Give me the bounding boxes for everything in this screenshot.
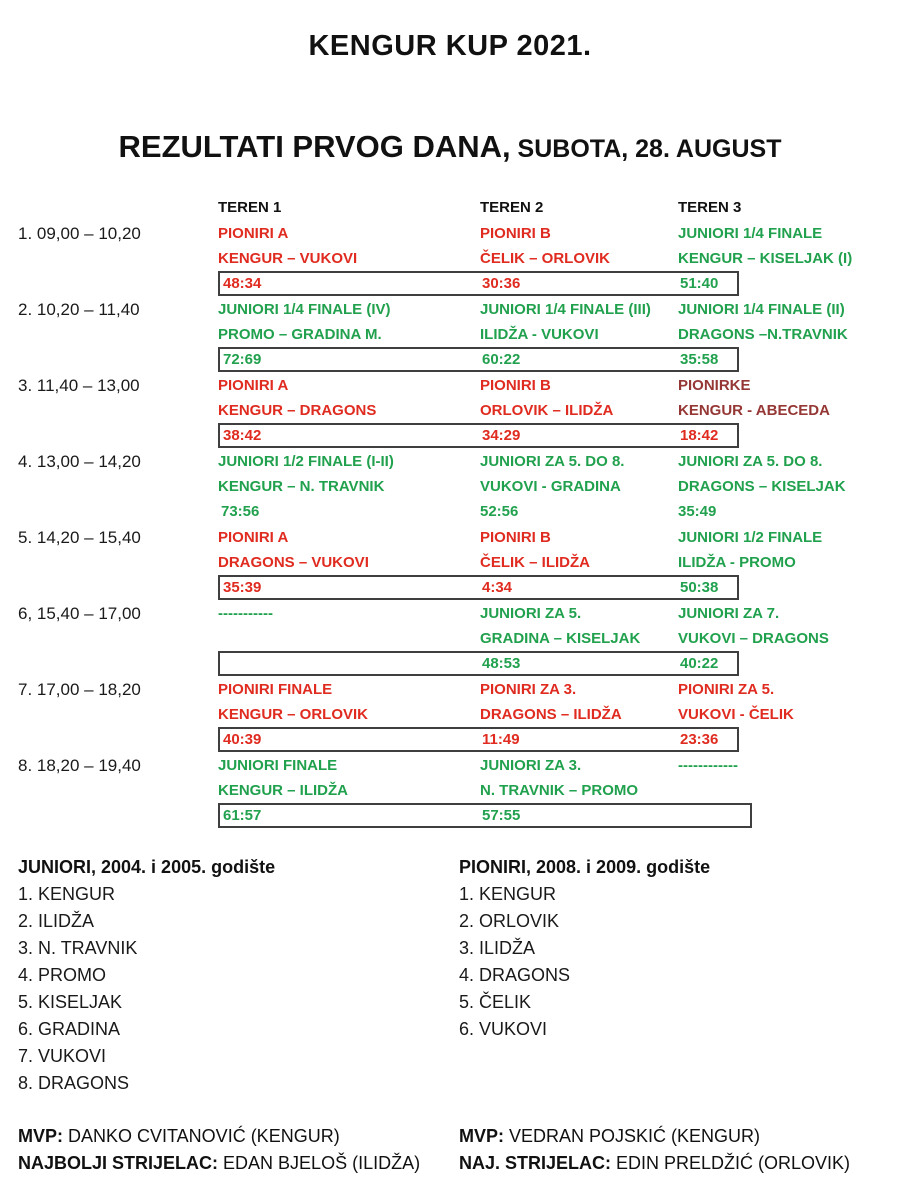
match-score: 11:49 <box>482 731 520 748</box>
match-score: 48:34 <box>223 275 262 292</box>
top-scorer-label: NAJ. STRIJELAC: <box>459 1153 612 1173</box>
match-category: JUNIORI ZA 3. <box>480 757 582 774</box>
match-teams <box>218 626 480 651</box>
list-item: 5. KISELJAK <box>18 992 123 1012</box>
score-box <box>218 803 752 828</box>
match-teams: KENGUR – N. TRAVNIK <box>218 478 385 495</box>
header-time-col <box>18 195 218 221</box>
match-teams: DRAGONS – ILIDŽA <box>480 706 622 723</box>
juniori-list-header: JUNIORI, 2004. i 2005. godište <box>18 857 276 877</box>
mvp-value: VEDRAN POJSKIĆ (KENGUR) <box>504 1126 761 1146</box>
match-teams: VUKOVI - ČELIK <box>678 706 794 723</box>
top-scorer-label: NAJBOLJI STRIJELAC: <box>18 1153 219 1173</box>
match-category: JUNIORI 1/4 FINALE (IV) <box>218 301 391 318</box>
mvp-line <box>459 1123 900 1150</box>
list-item: 8. DRAGONS <box>18 1073 130 1093</box>
match-teams: GRADINA – KISELJAK <box>480 630 641 647</box>
list-item: 3. N. TRAVNIK <box>18 938 138 958</box>
list-item: 6. VUKOVI <box>459 1019 548 1039</box>
match-score: 40:39 <box>223 731 262 748</box>
table-row <box>18 221 882 296</box>
match-score: 60:22 <box>482 351 521 368</box>
match-category: PIONIRI A <box>218 377 289 394</box>
time-label: 5. 14,20 – 15,40 <box>18 528 141 547</box>
mvp-label: MVP: <box>459 1126 504 1146</box>
match-teams: ILIDŽA - VUKOVI <box>480 326 599 343</box>
match-teams: KENGUR - ABECEDA <box>678 402 830 419</box>
match-category: JUNIORI 1/4 FINALE (III) <box>480 301 651 318</box>
list-item: 2. ILIDŽA <box>18 911 95 931</box>
match-score: 38:42 <box>223 427 262 444</box>
match-category: JUNIORI 1/2 FINALE <box>678 529 823 546</box>
match-category: JUNIORI ZA 5. <box>480 605 582 622</box>
match-teams: VUKOVI - GRADINA <box>480 478 621 495</box>
list-item: 5. ČELIK <box>459 992 532 1012</box>
table-row <box>18 677 882 752</box>
column-header-teren-1: TEREN 1 <box>218 199 282 216</box>
match-score: 73:56 <box>221 503 260 520</box>
match-score: 50:38 <box>680 579 719 596</box>
match-category: PIONIRI B <box>480 529 551 546</box>
column-header-teren-2: TEREN 2 <box>480 199 544 216</box>
match-teams: KENGUR – DRAGONS <box>218 402 377 419</box>
match-category: PIONIRKE <box>678 377 751 394</box>
match-category: ------------ <box>678 757 738 774</box>
list-item: 2. ORLOVIK <box>459 911 560 931</box>
match-score: 18:42 <box>680 427 719 444</box>
match-teams: ČELIK – ILIDŽA <box>480 554 591 571</box>
match-category: PIONIRI B <box>480 377 551 394</box>
match-category: JUNIORI FINALE <box>218 757 338 774</box>
mvp-label: MVP: <box>18 1126 63 1146</box>
match-teams: N. TRAVNIK – PROMO <box>480 782 639 799</box>
awards-pioniri <box>459 1123 900 1177</box>
score-box <box>218 651 739 676</box>
table-row <box>18 449 882 524</box>
table-row <box>18 297 882 372</box>
match-teams: KENGUR – VUKOVI <box>218 250 358 267</box>
top-scorer-line <box>459 1150 900 1177</box>
table-row <box>18 525 882 600</box>
match-teams <box>678 778 882 803</box>
match-category: JUNIORI ZA 7. <box>678 605 780 622</box>
time-label: 4. 13,00 – 14,20 <box>18 452 141 471</box>
list-item: 4. PROMO <box>18 965 107 985</box>
table-row <box>18 601 882 676</box>
score-row <box>218 499 735 522</box>
list-item: 1. KENGUR <box>18 884 116 904</box>
score-box <box>218 727 739 752</box>
time-label: 1. 09,00 – 10,20 <box>18 224 141 243</box>
match-teams: KENGUR – ILIDŽA <box>218 782 349 799</box>
match-teams: DRAGONS –N.TRAVNIK <box>678 326 848 343</box>
juniori-list <box>18 854 459 1097</box>
match-teams: KENGUR – ORLOVIK <box>218 706 369 723</box>
match-category: PIONIRI B <box>480 225 551 242</box>
match-score: 52:56 <box>480 503 519 520</box>
time-label: 2. 10,20 – 11,40 <box>18 300 140 319</box>
match-category: PIONIRI ZA 5. <box>678 681 775 698</box>
page-title: KENGUR KUP 2021. <box>308 30 592 62</box>
match-teams: PROMO – GRADINA M. <box>218 326 382 343</box>
score-box <box>218 423 739 448</box>
subtitle-main: REZULTATI PRVOG DANA, <box>118 129 511 164</box>
match-score: 4:34 <box>482 579 513 596</box>
match-category: JUNIORI 1/2 FINALE (I-II) <box>218 453 394 470</box>
top-scorer-line <box>18 1150 459 1177</box>
match-teams: ILIDŽA - PROMO <box>678 554 796 571</box>
top-scorer-value: EDAN BJELOŠ (ILIDŽA) <box>218 1153 421 1173</box>
match-score: 35:58 <box>680 351 719 368</box>
time-label: 3. 11,40 – 13,00 <box>18 376 140 395</box>
awards-juniori <box>18 1123 459 1177</box>
column-header-teren-3: TEREN 3 <box>678 199 742 216</box>
table-row <box>18 373 882 448</box>
list-item: 1. KENGUR <box>459 884 557 904</box>
match-score: 57:55 <box>482 807 521 824</box>
subtitle <box>0 129 900 165</box>
match-category: PIONIRI A <box>218 225 289 242</box>
subtitle-date: SUBOTA, 28. AUGUST <box>510 135 782 163</box>
pioniri-list-header: PIONIRI, 2008. i 2009. godište <box>459 857 711 877</box>
score-box <box>218 575 739 600</box>
match-teams: DRAGONS – VUKOVI <box>218 554 369 571</box>
match-teams: ČELIK – ORLOVIK <box>480 250 611 267</box>
top-scorer-value: EDIN PRELDŽIĆ (ORLOVIK) <box>611 1153 851 1173</box>
match-category: JUNIORI 1/4 FINALE <box>678 225 823 242</box>
results-table <box>18 195 882 828</box>
time-label: 8. 18,20 – 19,40 <box>18 756 141 775</box>
match-category: ----------- <box>218 605 273 622</box>
mvp-line <box>18 1123 459 1150</box>
match-score: 48:53 <box>482 655 521 672</box>
match-score: 30:36 <box>482 275 521 292</box>
list-item: 6. GRADINA <box>18 1019 121 1039</box>
table-header-row <box>18 195 882 221</box>
match-score: 40:22 <box>680 655 719 672</box>
match-score: 72:69 <box>223 351 262 368</box>
match-category: PIONIRI FINALE <box>218 681 333 698</box>
score-box <box>218 347 739 372</box>
match-teams: KENGUR – KISELJAK (I) <box>678 250 853 267</box>
standings-lists <box>18 854 900 1097</box>
match-category: JUNIORI 1/4 FINALE (II) <box>678 301 845 318</box>
score-box <box>218 271 739 296</box>
match-category: JUNIORI ZA 5. DO 8. <box>480 453 625 470</box>
time-label: 6, 15,40 – 17,00 <box>18 604 141 623</box>
match-score: 35:49 <box>678 503 717 520</box>
match-score: 35:39 <box>223 579 262 596</box>
list-item: 4. DRAGONS <box>459 965 571 985</box>
match-score: 51:40 <box>680 275 719 292</box>
mvp-value: DANKO CVITANOVIĆ (KENGUR) <box>63 1126 340 1146</box>
match-teams: VUKOVI – DRAGONS <box>678 630 829 647</box>
list-item: 3. ILIDŽA <box>459 938 536 958</box>
match-category: PIONIRI ZA 3. <box>480 681 577 698</box>
match-category: PIONIRI A <box>218 529 289 546</box>
match-score: 34:29 <box>482 427 521 444</box>
match-category: JUNIORI ZA 5. DO 8. <box>678 453 823 470</box>
match-teams: DRAGONS – KISELJAK <box>678 478 846 495</box>
awards-section <box>18 1123 900 1177</box>
list-item: 7. VUKOVI <box>18 1046 107 1066</box>
time-label: 7. 17,00 – 18,20 <box>18 680 141 699</box>
match-score: 61:57 <box>223 807 262 824</box>
pioniri-list <box>459 854 900 1097</box>
match-score: 23:36 <box>680 731 719 748</box>
match-teams: ORLOVIK – ILIDŽA <box>480 402 614 419</box>
table-row <box>18 753 882 828</box>
